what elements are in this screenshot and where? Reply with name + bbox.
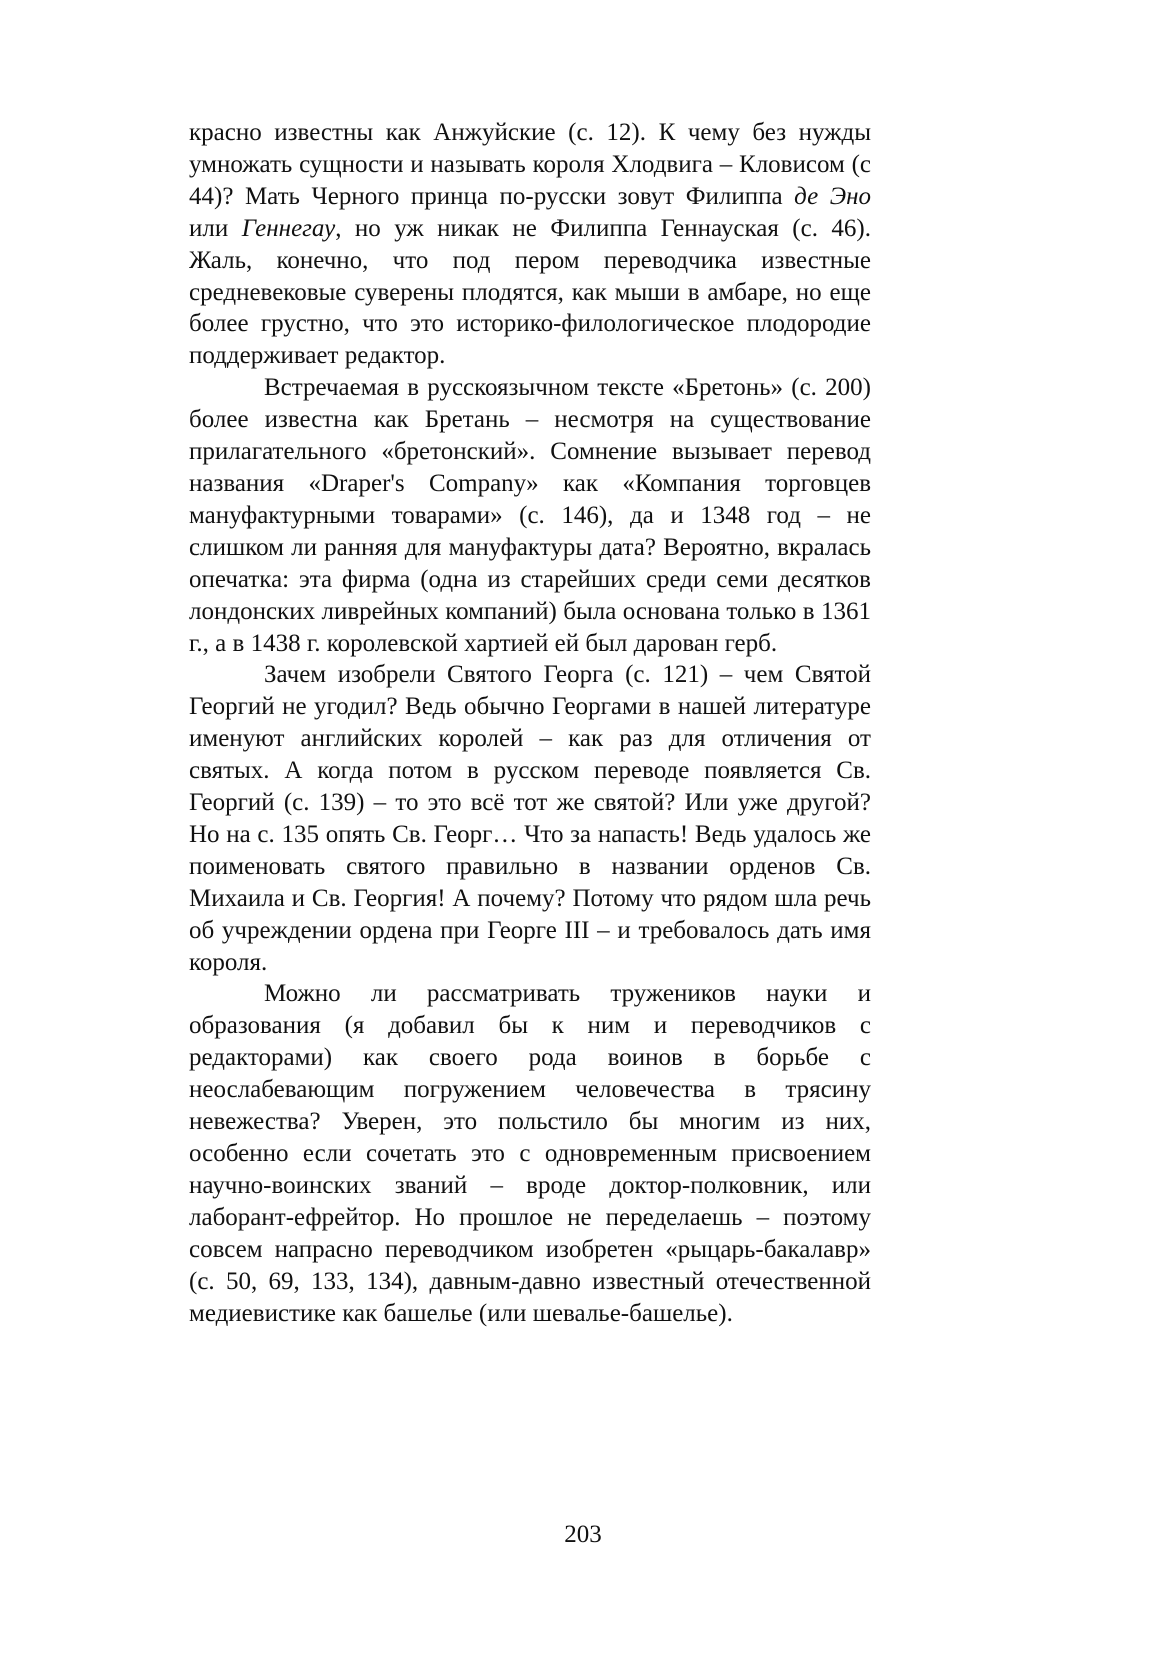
page-number: 203 (564, 1521, 602, 1548)
paragraph-1 (189, 117, 871, 372)
paragraph-1-text-c: или (189, 214, 242, 242)
paragraph-2: Встречаемая в русскоязычном тексте «Бретонь» (с. 200) более известна как Бретань – несмотря на существование прилагательного «бретонский». Сомнение вызывает перевод названия «Draper's Company» как «Компания торговцев мануфактурными товарами» (с. 146), да и 1348 год – не слишком ли ранняя для мануфактуры дата? Вероятно, вкралась опечатка: эта фирма (одна из старейших среди семи десятков лондонских ливрейных компаний) была основана только в 1361 г., а в 1438 г. королевской хартией ей был дарован герб. (189, 374, 871, 657)
paragraph-3: Зачем изобрели Святого Георга (с. 121) – чем Святой Георгий не угодил? Ведь обычно Георгами в нашей литературе именуют английских королей – как раз для отличения от святых. А когда потом в русском переводе появляется Св. Георгий (с. 139) – то это всё тот же святой? Или уже другой? Но на с. 135 опять Св. Георг… Что за напасть! Ведь удалось же поименовать святого правильно в названии орденов Св. Михаила и Св. Георгия! А почему? Потому что рядом шла речь об учреждении ордена при Георге III – и требовалось дать имя короля. (189, 661, 871, 976)
paragraph-1-text-a: красно известны как Анжуйские (с. 12). К чему без нужды умножать сущности и называть короля Хлодвига – Кловисом (с 44)? Мать Черного принца по-русски зовут Филиппа (189, 119, 871, 210)
paragraph-4: Можно ли рассматривать тружеников науки и образования (я добавил бы к ним и переводчиков с редакторами) как своего рода воинов в борьбе с неослабевающим погружением человечества в трясину невежества? Уверен, это польстило бы многим из них, особенно если сочетать это с одновременным присвоением научно-воинских званий – вроде доктор-полковник, или лаборант-ефрейтор. Но прошлое не переделаешь – поэтому совсем напрасно переводчиком изобретен «рыцарь-бакалавр» (с. 50, 69, 133, 134), давным-давно известный отечественной медиевистике как башелье (или шевалье-башелье). (189, 980, 871, 1327)
paragraph-1-text-e: , но уж никак не Филиппа Геннауская (с. 46). Жаль, конечно, что под пером переводчика известные средневековые суверены плодятся, как мыши в амбаре, но еще более грустно, что это историко-филологическое плодородие поддерживает редактор. (189, 214, 871, 370)
body-text (189, 117, 871, 1329)
paragraph-1-italic-de-eno: де Эно (794, 182, 871, 210)
paragraph-1-italic-gennegau: Геннегау (241, 214, 336, 242)
